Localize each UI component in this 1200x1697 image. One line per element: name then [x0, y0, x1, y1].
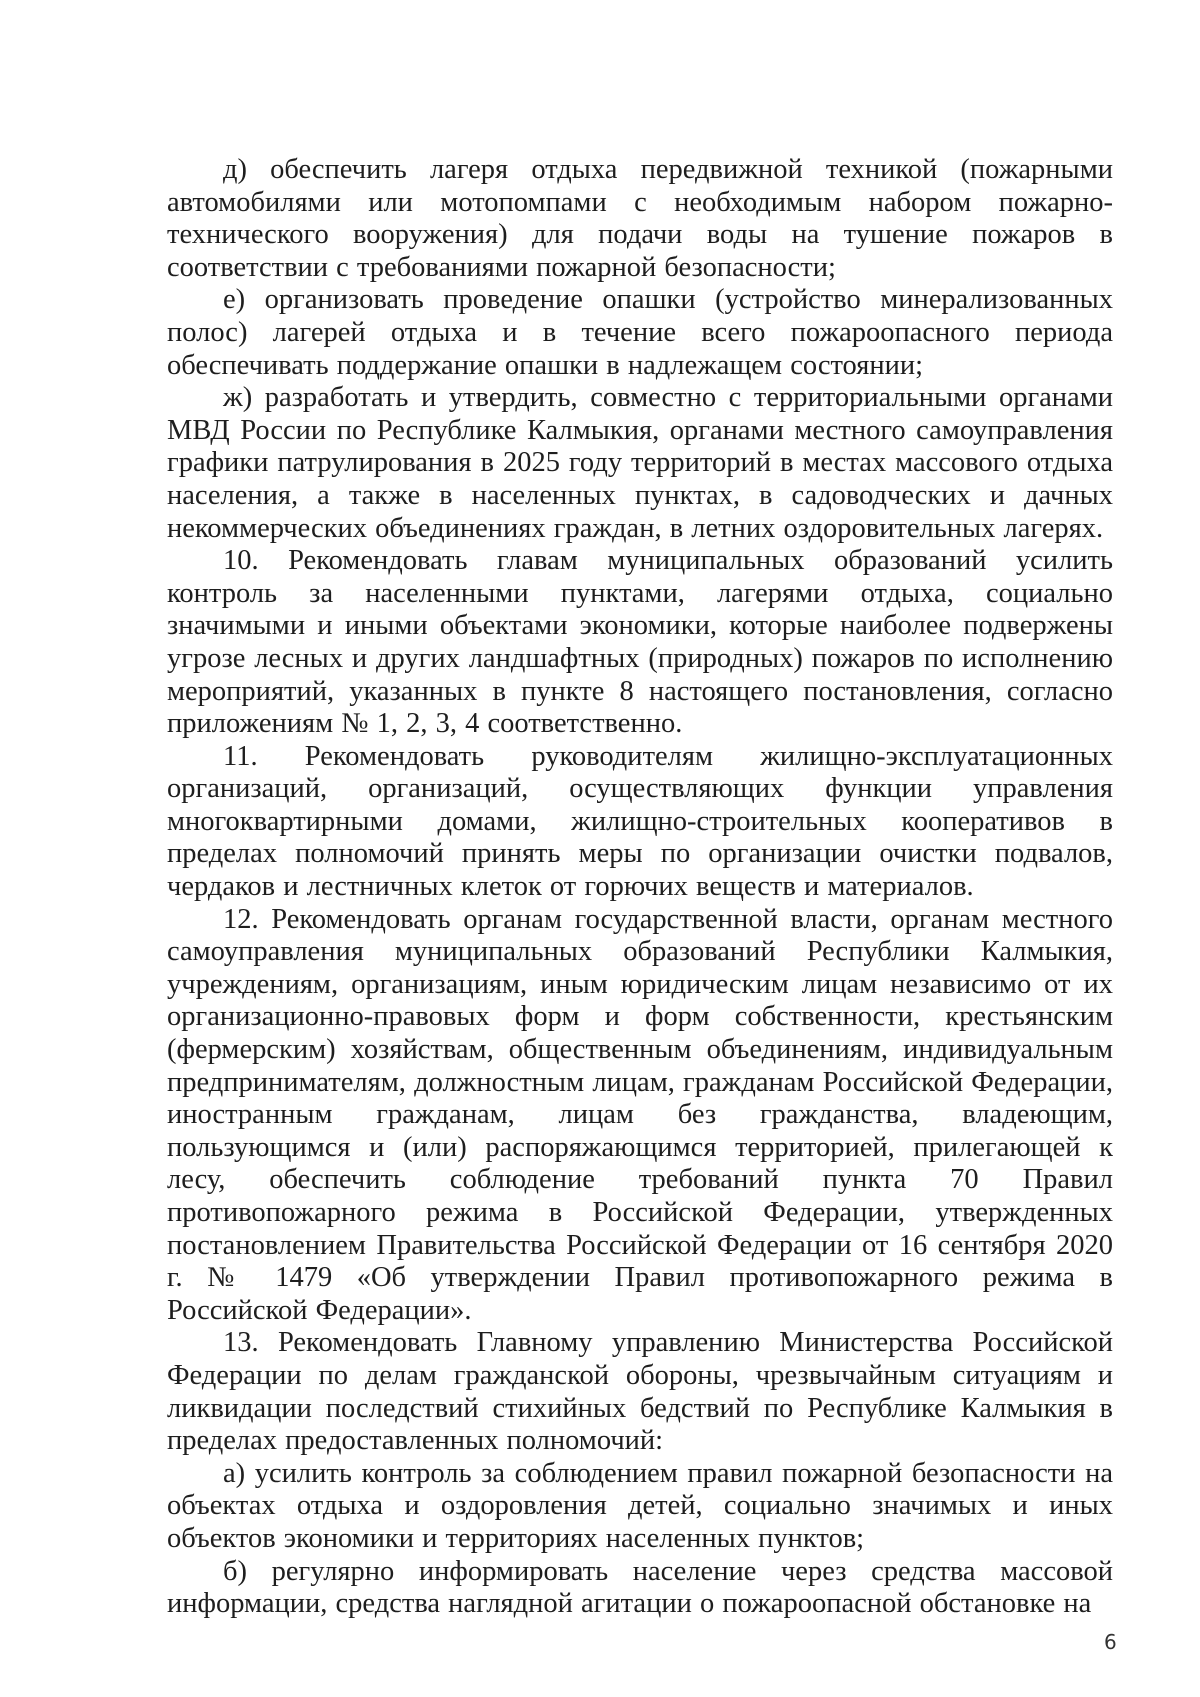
- paragraph-item-e: е) организовать проведение опашки (устройство минерализованных полос) лагерей отдыха и в течение всего пожароопасного периода обеспечивать поддержание опашки в надлежащем состоянии;: [167, 284, 1113, 381]
- document-body: [167, 154, 1113, 1621]
- paragraph-13: 13. Рекомендовать Главному управлению Министерства Российской Федерации по делам гражданской обороны, чрезвычайным ситуациям и ликвидации последствий стихийных бедствий по Республике Калмыкия в пределах предоставленных полномочий:: [167, 1327, 1113, 1457]
- paragraph-item-d: д) обеспечить лагеря отдыха передвижной техникой (пожарными автомобилями или мотопомпами с необходимым набором пожарно-технического вооружения) для подачи воды на тушение пожаров в соответствии с требованиями пожарной безопасности;: [167, 154, 1113, 283]
- paragraph-13-item-b: б) регулярно информировать население через средства массовой информации, средства наглядной агитации о пожароопасной обстановке на: [167, 1555, 1113, 1620]
- paragraph-10: 10. Рекомендовать главам муниципальных образований усилить контроль за населенными пунктами, лагерями отдыха, социально значимыми и иными объектами экономики, которые наиболее подвержены угрозе лесных и других ландшафтных (природных) пожаров по исполнению мероприятий, указанных в пункте 8 настоящего постановления, согласно приложениям № 1, 2, 3, 4 соответственно.: [167, 545, 1113, 740]
- paragraph-item-zh: ж) разработать и утвердить, совместно с территориальными органами МВД России по Республике Калмыкия, органами местного самоуправления графики патрулирования в 2025 году территорий в местах массового отдыха населения, а также в населенных пунктах, в садоводческих и дачных некоммерческих объединениях граждан, в летних оздоровительных лагерях.: [167, 382, 1113, 544]
- page-number: 6: [1104, 1630, 1117, 1654]
- paragraph-12: 12. Рекомендовать органам государственной власти, органам местного самоуправления муниципальных образований Республики Калмыкия, учреждениям, организациям, иным юридическим лицам независимо от их организационно-правовых форм и форм собственности, крестьянским (фермерским) хозяйствам, общественным объединениям, индивидуальным предпринимателям, должностным лицам, гражданам Российской Федерации, иностранным гражданам, лицам без гражданства, владеющим, пользующимся и (или) распоряжающимся территорией, прилегающей к лесу, обеспечить соблюдение требований пункта 70 Правил противопожарного режима в Российской Федерации, утвержденных постановлением Правительства Российской Федерации от 16 сентября 2020 г. № 1479 «Об утверждении Правил противопожарного режима в Российской Федерации».: [167, 903, 1113, 1326]
- paragraph-13-item-a: а) усилить контроль за соблюдением правил пожарной безопасности на объектах отдыха и оздоровления детей, социально значимых и иных объектов экономики и территориях населенных пунктов;: [167, 1457, 1113, 1554]
- paragraph-11: 11. Рекомендовать руководителям жилищно-эксплуатационных организаций, организаций, осуществляющих функции управления многоквартирными домами, жилищно-строительных кооперативов в пределах полномочий принять меры по организации очистки подвалов, чердаков и лестничных клеток от горючих веществ и материалов.: [167, 740, 1113, 903]
